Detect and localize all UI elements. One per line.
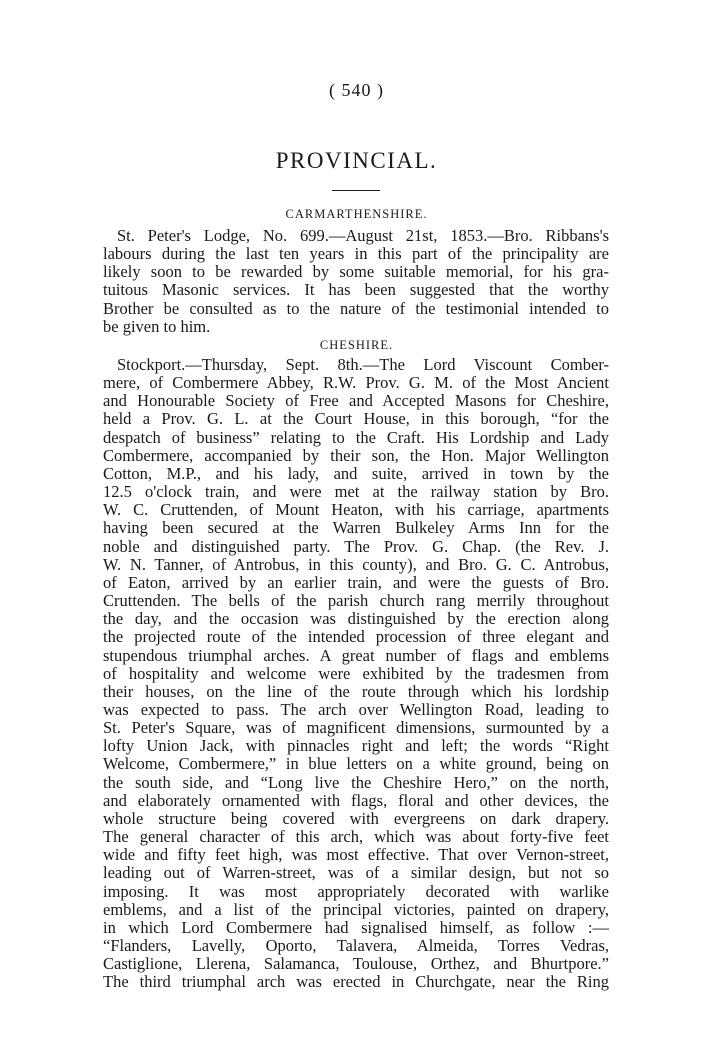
text-line: emblems, and a list of the principal victories, painted on drapery, [103, 900, 609, 919]
text-line: likely soon to be rewarded by some suitable memorial, for his gra- [103, 263, 609, 282]
page-number: ( 540 ) [329, 80, 384, 100]
text-line: leading out of Warren-street, was of a similar design, but not so [103, 864, 609, 883]
text-line: of Eaton, arrived by an earlier train, and were the guests of Bro. [103, 573, 609, 592]
text-line: W. N. Tanner, of Antrobus, in this county), and Bro. G. C. Antrobus, [103, 555, 609, 574]
text-line: was expected to pass. The arch over Wellington Road, leading to [103, 700, 609, 719]
text-line: Welcome, Combermere,” in blue letters on a white ground, being on [103, 755, 609, 774]
paragraph-carmarthenshire [103, 227, 609, 336]
text-line: “Flanders, Lavelly, Oporto, Talavera, Almeida, Torres Vedras, [103, 937, 609, 955]
text-line: held a Prov. G. L. at the Court House, in this borough, “for the [103, 410, 609, 429]
section-heading-carmarthenshire: CARMARTHENSHIRE. [285, 207, 428, 221]
text-line: despatch of business” relating to the Craft. His Lordship and Lady [103, 428, 609, 447]
text-line: mere, of Combermere Abbey, R.W. Prov. G. M. of the Most Ancient [103, 374, 609, 393]
text-line: The third triumphal arch was erected in Churchgate, near the Ring [103, 973, 609, 992]
text-line: Castiglione, Llerena, Salamanca, Toulouse, Orthez, and Bhurtpore.” [103, 955, 609, 974]
text-line: noble and distinguished party. The Prov. G. Chap. (the Rev. J. [103, 537, 609, 556]
text-line: imposing. It was most appropriately decorated with warlike [103, 882, 609, 901]
text-line: the day, and the occasion was distinguished by the erection along [103, 610, 609, 629]
text-line: having been secured at the Warren Bulkeley Arms Inn for the [103, 519, 609, 538]
text-line: of hospitality and welcome were exhibited by the tradesmen from [103, 664, 609, 683]
text-line: Stockport.—Thursday, Sept. 8th.—The Lord Viscount Comber- [117, 356, 609, 374]
text-line: wide and fifty feet high, was most effective. That over Vernon-street, [103, 846, 609, 865]
text-line: be given to him. [103, 317, 211, 336]
text-line: The general character of this arch, which was about forty-five feet [103, 828, 609, 847]
text-line: Brother be consulted as to the nature of the testimonial intended to [103, 299, 609, 318]
text-line: 12.5 o'clock train, and were met at the railway station by Bro. [103, 483, 609, 502]
text-line: labours during the last ten years in this part of the principality are [103, 245, 609, 264]
text-line: Combermere, accompanied by their son, the Hon. Major Wellington [103, 446, 609, 465]
text-line: St. Peter's Square, was of magnificent dimensions, surmounted by a [103, 719, 609, 738]
text-line: lofty Union Jack, with pinnacles right and left; the words “Right [103, 737, 609, 756]
text-line: tuitous Masonic services. It has been suggested that the worthy [103, 281, 609, 300]
text-line: their houses, on the line of the route through which his lordship [103, 682, 609, 701]
title-divider [332, 190, 380, 191]
text-line: and elaborately ornamented with flags, floral and other devices, the [103, 791, 609, 810]
text-line: Cotton, M.P., and his lady, and suite, arrived in town by the [103, 464, 609, 483]
text-line: in which Lord Combermere had signalised himself, as follow :— [103, 918, 609, 937]
text-line: St. Peter's Lodge, No. 699.—August 21st, 1853.—Bro. Ribbans's [117, 227, 609, 245]
text-line: W. C. Cruttenden, of Mount Heaton, with his carriage, apartments [103, 501, 609, 520]
page-title: PROVINCIAL. [275, 148, 438, 173]
text-line: and Honourable Society of Free and Accepted Masons for Cheshire, [103, 392, 609, 411]
text-line: the projected route of the intended procession of three elegant and [103, 628, 609, 647]
text-line: whole structure being covered with evergreens on dark drapery. [103, 809, 609, 828]
text-line: Cruttenden. The bells of the parish church rang merrily throughout [103, 592, 609, 611]
paragraph-cheshire [103, 356, 609, 991]
text-line: the south side, and “Long live the Cheshire Hero,” on the north, [103, 773, 609, 792]
section-heading-cheshire: CHESHIRE. [319, 338, 394, 352]
text-line: stupendous triumphal arches. A great number of flags and emblems [103, 646, 609, 665]
